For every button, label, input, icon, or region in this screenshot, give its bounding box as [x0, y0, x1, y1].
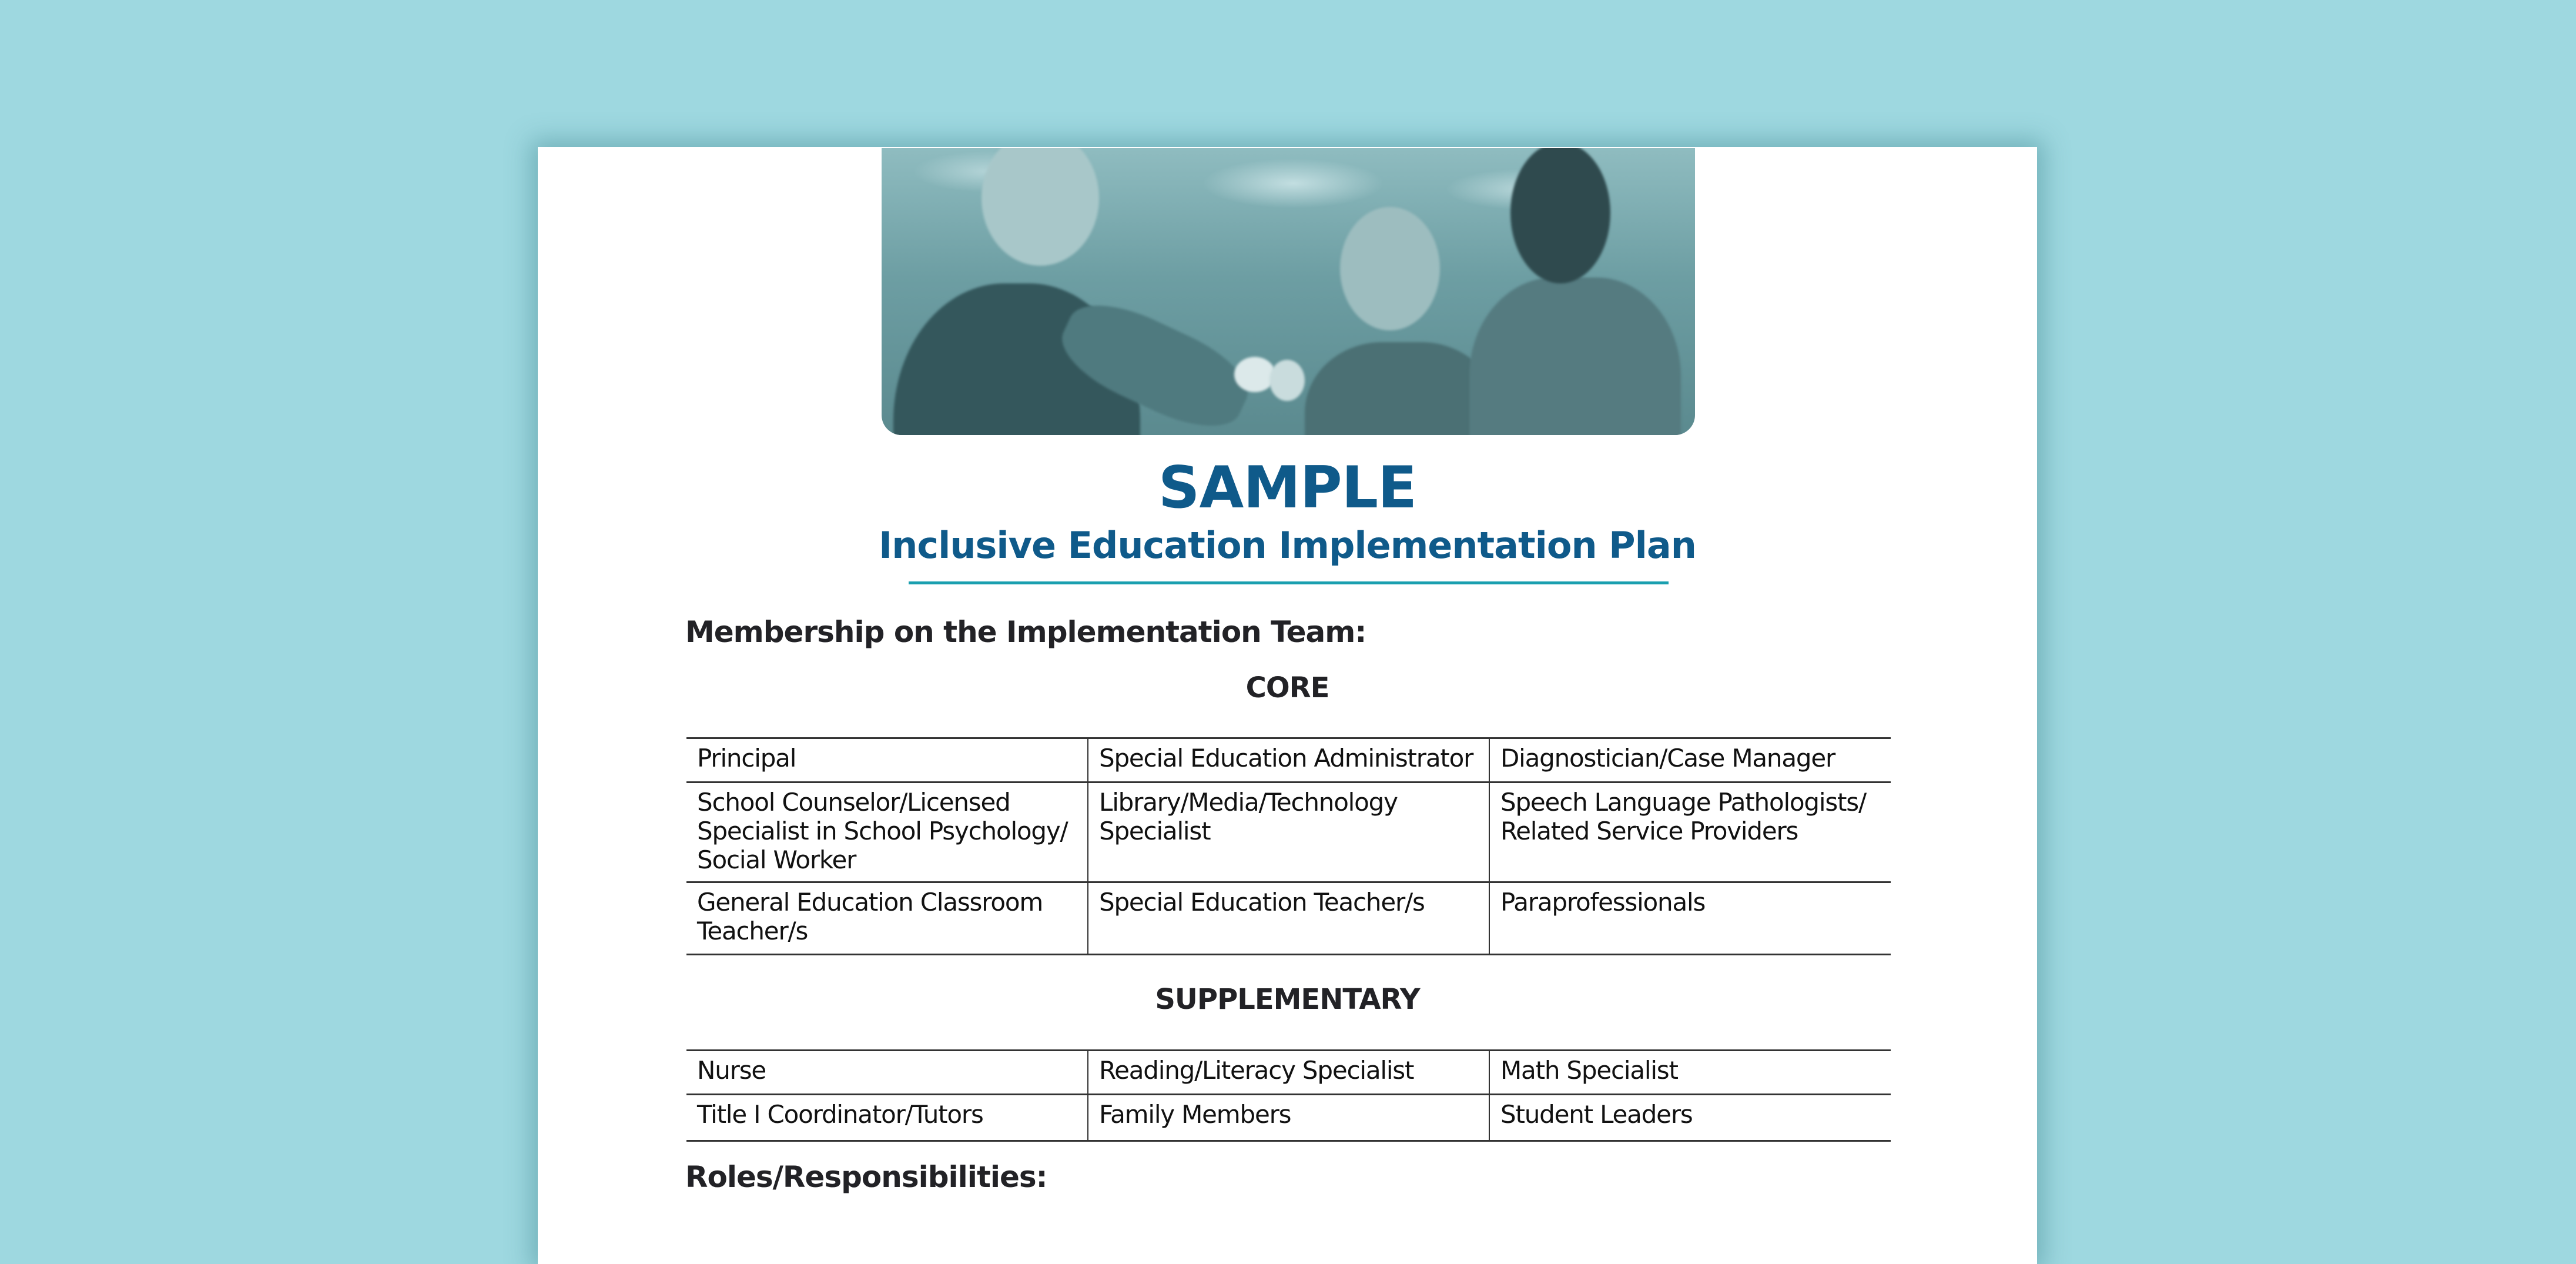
table-cell: Diagnostician/Case Manager [1489, 738, 1891, 783]
table-cell: Student Leaders [1489, 1095, 1891, 1141]
title-underline-rule [909, 581, 1669, 584]
document-page [538, 147, 2037, 1264]
supplementary-heading: SUPPLEMENTARY [1155, 983, 1420, 1016]
core-members-table [686, 737, 1891, 955]
document-title: Inclusive Education Implementation Plan [879, 524, 1696, 567]
table-cell: Math Specialist [1489, 1051, 1891, 1095]
table-row [686, 882, 1891, 955]
table-cell: Special Education Teacher/s [1088, 882, 1489, 955]
header-photo [882, 148, 1695, 435]
supplementary-members-table [686, 1049, 1891, 1142]
table-cell: School Counselor/Licensed Specialist in School Psychology/ Social Worker [686, 783, 1088, 882]
core-heading: CORE [1245, 671, 1329, 704]
table-row [686, 738, 1891, 783]
photo-figure-right [1469, 277, 1681, 435]
table-cell: Reading/Literacy Specialist [1088, 1051, 1489, 1095]
table-cell: Family Members [1088, 1095, 1489, 1141]
photo-figure-right-head [1510, 148, 1610, 283]
table-cell: Nurse [686, 1051, 1088, 1095]
membership-heading: Membership on the Implementation Team: [685, 615, 1366, 649]
table-cell: General Education Classroom Teacher/s [686, 882, 1088, 955]
table-row [686, 783, 1891, 882]
table-cell: Library/Media/Technology Specialist [1088, 783, 1489, 882]
table-row [686, 1051, 1891, 1095]
photo-fist-left [1234, 357, 1275, 392]
table-cell: Paraprofessionals [1489, 882, 1891, 955]
sample-watermark-title: SAMPLE [1158, 454, 1417, 521]
table-row [686, 1095, 1891, 1141]
table-cell: Special Education Administrator [1088, 738, 1489, 783]
table-cell: Speech Language Pathologists/ Related Service Providers [1489, 783, 1891, 882]
table-cell: Principal [686, 738, 1088, 783]
roles-heading: Roles/Responsibilities: [685, 1160, 1047, 1194]
photo-fist-right [1269, 360, 1305, 401]
photo-figure-left-head [982, 148, 1099, 266]
table-cell: Title I Coordinator/Tutors [686, 1095, 1088, 1141]
photo-figure-middle-head [1340, 207, 1440, 330]
